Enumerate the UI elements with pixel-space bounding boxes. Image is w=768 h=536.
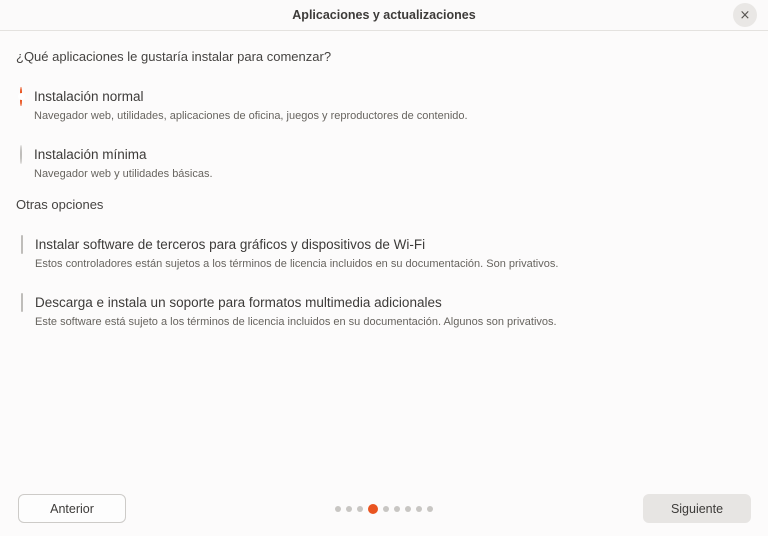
checkbox-option-description: Estos controladores están sujetos a los términos de licencia incluidos en su documentación. Son privativos. (35, 258, 559, 270)
page-dot (394, 506, 400, 512)
other-options-heading: Otras opciones (16, 197, 104, 212)
page-dot (427, 506, 433, 512)
radio-option-description: Navegador web y utilidades básicas. (34, 168, 213, 180)
checkbox-unchecked-icon[interactable] (21, 235, 23, 254)
page-dot (357, 506, 363, 512)
checkbox-option-multimedia-formats[interactable] (20, 294, 752, 329)
page-dot (335, 506, 341, 512)
page-dot (383, 506, 389, 512)
page-dot (346, 506, 352, 512)
radio-option-label: Instalación normal (34, 89, 144, 104)
checkbox-option-description: Este software está sujeto a los términos de licencia incluidos en su documentación. Algunos son privativos. (35, 316, 557, 328)
back-button[interactable]: Anterior (18, 494, 126, 523)
radio-option-normal-install[interactable] (20, 88, 752, 123)
checkbox-unchecked-icon[interactable] (21, 293, 23, 312)
footer-bar (0, 481, 768, 536)
page-content (0, 31, 768, 329)
next-button[interactable]: Siguiente (643, 494, 751, 523)
window-title: Aplicaciones y actualizaciones (292, 8, 476, 22)
radio-option-label: Instalación mínima (34, 147, 147, 162)
close-icon: × (739, 7, 751, 23)
radio-option-description: Navegador web, utilidades, aplicaciones de oficina, juegos y reproductores de contenido. (34, 110, 468, 122)
page-dots (335, 504, 433, 514)
radio-button-unselected-icon[interactable] (20, 145, 22, 164)
radio-button-selected-icon[interactable] (20, 87, 22, 106)
page-dot (405, 506, 411, 512)
page-question: ¿Qué aplicaciones le gustaría instalar para comenzar? (16, 49, 332, 64)
checkbox-option-label: Instalar software de terceros para gráficos y dispositivos de Wi-Fi (35, 237, 426, 252)
close-button[interactable] (733, 3, 757, 27)
checkbox-option-label: Descarga e instala un soporte para formatos multimedia adicionales (35, 295, 442, 310)
checkbox-option-third-party-software[interactable] (20, 236, 752, 271)
page-dot (416, 506, 422, 512)
page-dot-active (368, 504, 378, 514)
titlebar (0, 0, 768, 31)
radio-option-minimal-install[interactable] (20, 146, 752, 181)
